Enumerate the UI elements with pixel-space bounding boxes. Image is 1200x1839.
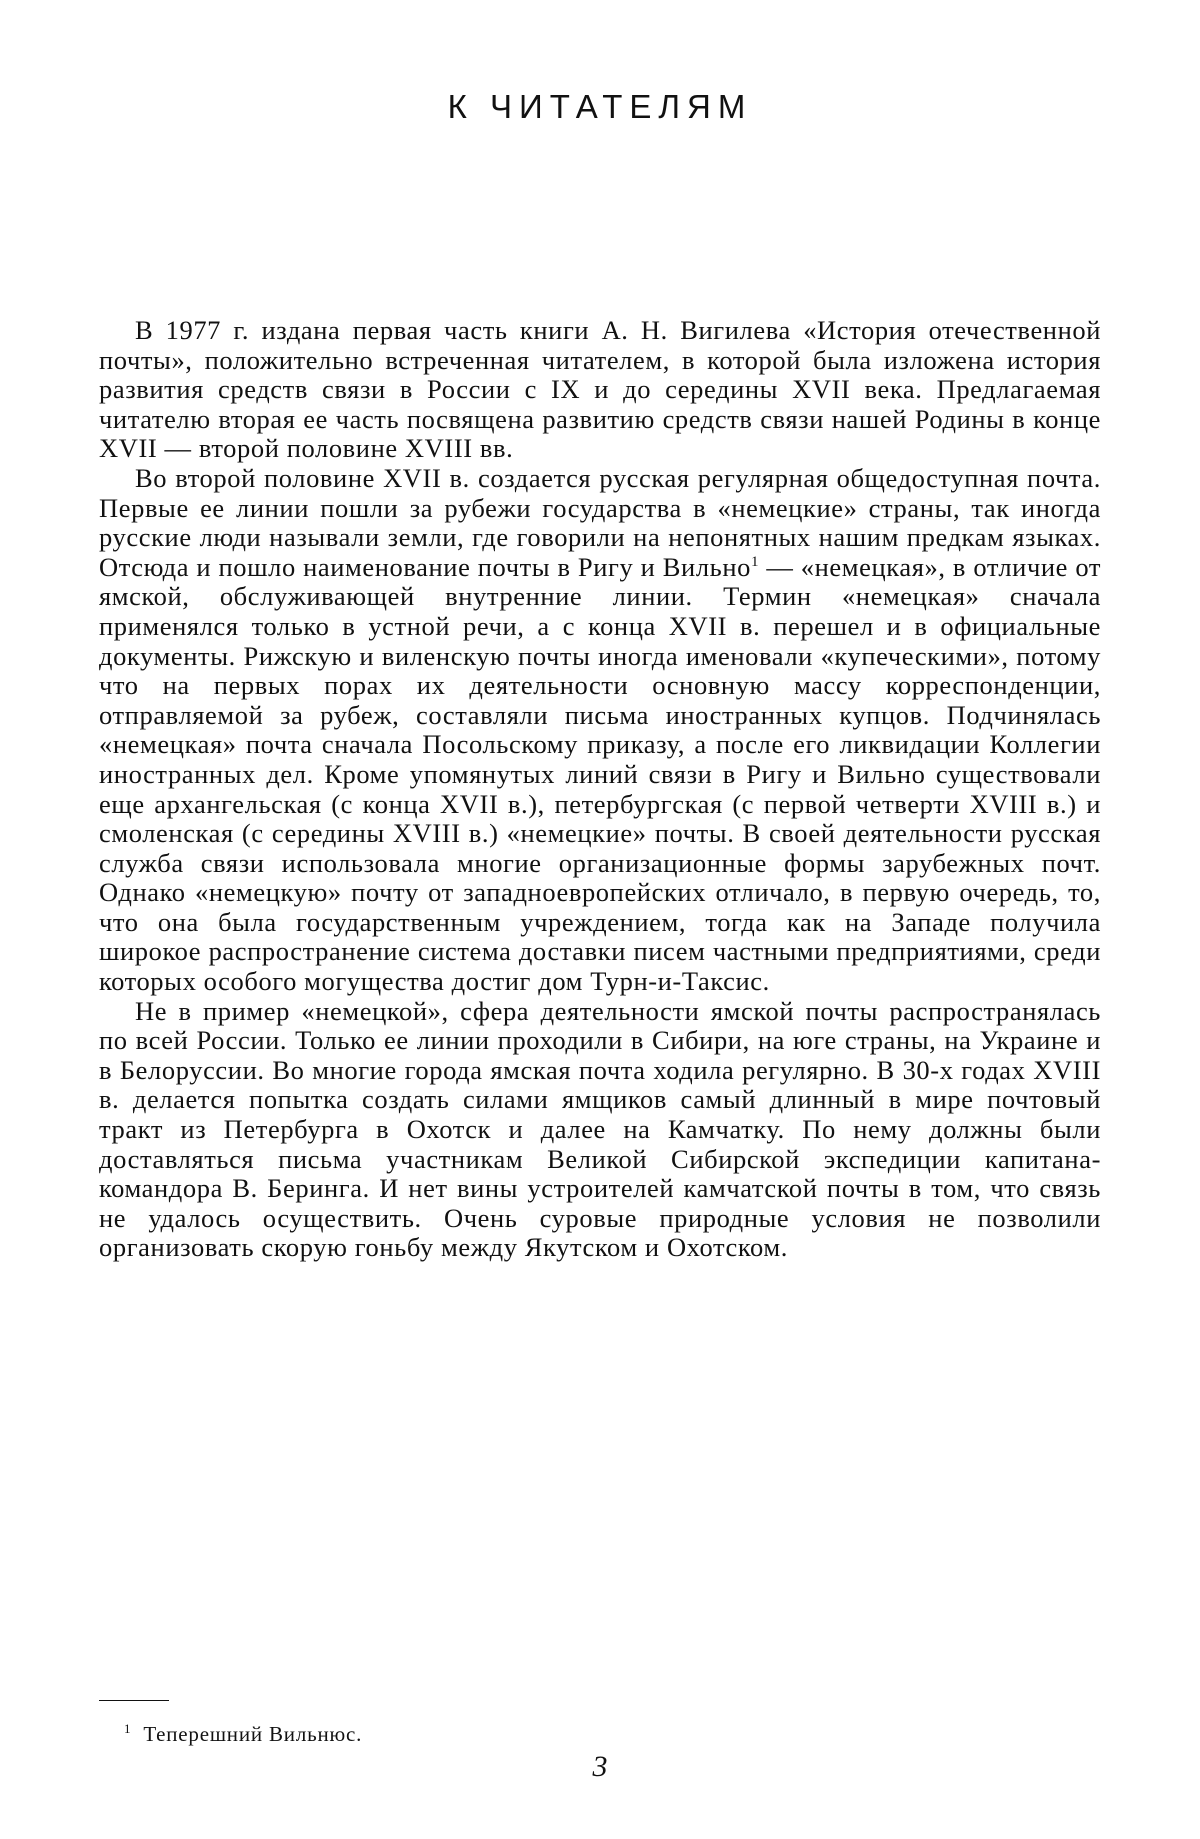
footnote-reference: 1 <box>750 553 760 570</box>
paragraph-2-part-a: Во второй половине XVII в. создается русская регулярная общедоступная почта. Первые ее линии пошли за рубежи государства в «немецкие» страны, так иногда русские люди называли земли, где говорили на непонятных нашим предкам языках. Отсюда и пошло наименование почты в Ригу и Вильно <box>99 462 1101 582</box>
paragraph-1: В 1977 г. издана первая часть книги А. Н. Вигилева «История отечественной почты», положительно встреченная читателем, в которой была изложена история развития средств связи в России с IX и до середины XVII века. Предлагаемая читателю вторая ее часть посвящена развитию средств связи нашей Родины в конце XVII — второй половине XVIII вв. <box>99 315 1101 464</box>
paragraph-3: Не в пример «немецкой», сфера деятельности ямской почты распространялась по всей России. Только ее линии проходили в Сибири, на юге страны, на Украине и в Белоруссии. Во многие города ямская почта ходила регулярно. В 30-х годах XVIII в. делается попытка создать силами ямщиков самый длинный в мире почтовый тракт из Петербурга в Охотск и далее на Камчатку. По нему должны были доставляться письма участникам Великой Сибирской экспедиции капитана-командора В. Беринга. И нет вины устроителей камчатской почты в том, что связь не удалось осуществить. Очень суровые природные условия не позволили организовать скорую гоньбу между Якутском и Охотском. <box>99 995 1101 1263</box>
footnote-divider <box>99 1700 169 1701</box>
main-text <box>99 316 1101 1263</box>
paragraph-2 <box>99 464 1101 997</box>
footnote-text: Теперешний Вильнюс. <box>143 1722 363 1746</box>
footnote <box>124 1721 362 1747</box>
paragraph-2-part-b: — «немецкая», в отличие от ямской, обслуживающей внутренние линии. Термин «немецкая» сначала применялся только в устной речи, а с конца XVII в. перешел и в официальные документы. Рижскую и виленскую почты иногда именовали «купеческими», потому что на первых порах их деятельности основную массу корреспонденции, отправляемой за рубеж, составляли письма иностранных купцов. Подчинялась «немецкая» почта сначала Посольскому приказу, а после его ликвидации Коллегии иностранных дел. Кроме упомянутых линий связи в Ригу и Вильно существовали еще архангельская (с конца XVII в.), петербургская (с первой четверти XVIII в.) и смоленская (с середины XVIII в.) «немецкие» почты. В своей деятельности русская служба связи использовала многие организационные формы зарубежных почт. Однако «немецкую» почту от западноевропейских отличало, в первую очередь, то, что она была государственным учреждением, тогда как на Западе получила широкое распространение система доставки писем частными предприятиями, среди которых особого могущества достиг дом Турн-и-Таксис. <box>99 551 1101 997</box>
page-title: К ЧИТАТЕЛЯМ <box>447 88 753 125</box>
page-number: 3 <box>592 1750 608 1783</box>
footnote-mark: 1 <box>124 1721 132 1736</box>
